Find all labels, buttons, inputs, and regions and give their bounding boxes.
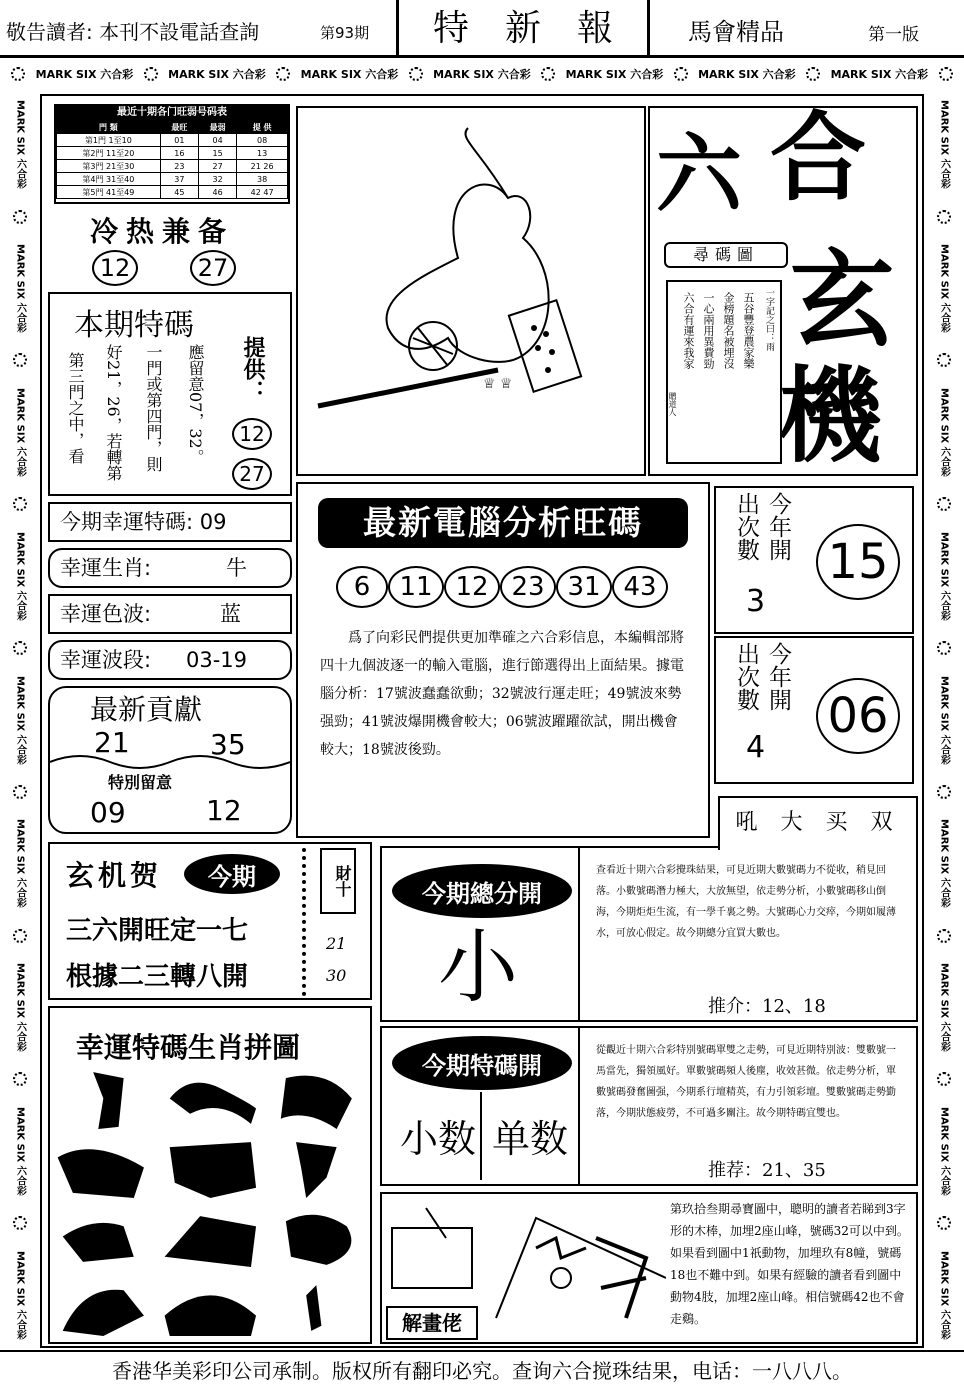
brand-label: MARK SIX 六合彩 xyxy=(938,531,950,621)
computer-numbers xyxy=(336,566,668,608)
special-num: 12 xyxy=(232,418,272,450)
lucky-number-label: 今期幸運特碼: xyxy=(60,510,194,534)
table-row: 第1門 1至10 01 04 08 xyxy=(57,134,288,147)
brand-label: MARK SIX 六合彩 xyxy=(938,1106,950,1196)
spec-label: 今期特碼開 xyxy=(392,1036,572,1090)
scroll-line: 一字記之曰：雨 xyxy=(764,288,774,351)
dotted-divider xyxy=(302,848,306,996)
lucky-range-label: 幸運波段: xyxy=(60,648,152,672)
appear-label: 出次數 xyxy=(733,642,759,711)
lucky-range-value: 03-19 xyxy=(186,648,248,672)
greeting-highlight: 今期 xyxy=(184,854,280,894)
side-label: 財十 xyxy=(320,848,356,914)
special-title: 本期特碼 xyxy=(74,308,194,343)
poem-scroll xyxy=(666,280,782,464)
lucky-zodiac-row xyxy=(48,548,292,588)
flower-icon xyxy=(937,353,951,367)
flower-icon xyxy=(937,210,951,224)
brand-label: MARK SIX 六合彩 xyxy=(14,1250,26,1340)
table-header: 最弱 xyxy=(198,121,236,134)
appear-count: 3 xyxy=(746,584,766,619)
greeting-line: 三六開旺定一七 xyxy=(66,916,249,946)
puzzle-tile xyxy=(52,1068,155,1133)
computer-num: 11 xyxy=(388,566,444,608)
brand-label: MARK SIX 六合彩 xyxy=(14,819,26,909)
table-row: 第3門 21至30 23 27 21 26 xyxy=(57,160,288,173)
appear-label: 今年開 xyxy=(765,642,791,711)
flower-icon xyxy=(937,929,951,943)
brand-label: MARK SIX 六合彩 xyxy=(14,1106,26,1196)
table-row: 第4門 31至40 37 32 38 xyxy=(57,173,288,186)
lucky-number-value: 09 xyxy=(199,510,227,534)
table-row: 第2門 11至20 16 15 13 xyxy=(57,147,288,160)
appear-num: 15 xyxy=(816,524,900,600)
computer-num: 43 xyxy=(612,566,668,608)
xuanji-char: 玄 xyxy=(790,238,895,361)
computer-num: 12 xyxy=(444,566,500,608)
appear-num: 06 xyxy=(816,678,900,754)
puzzle-tile xyxy=(52,1137,155,1202)
total-pick-box xyxy=(380,810,918,1022)
special-text-col2: 好21，26，若轉第 xyxy=(104,344,123,481)
divider xyxy=(480,1092,482,1180)
puzzle-tile xyxy=(265,1137,368,1202)
appear-box-2 xyxy=(714,636,914,784)
greeting-title: 玄机贺 xyxy=(66,859,163,892)
flower-icon xyxy=(11,67,25,81)
brand-label: MARK SIX 六合彩 xyxy=(698,68,796,81)
divider xyxy=(578,848,580,1020)
provide-label: 提供： xyxy=(240,336,266,402)
scroll-line: 一心兩用異費勁 xyxy=(702,292,715,369)
flower-icon xyxy=(144,67,158,81)
svg-text:♕ ♕: ♕ ♕ xyxy=(483,376,513,392)
puzzle-title: 幸運特碼生肖拼圖 xyxy=(76,1031,301,1064)
spec-recommend: 推荐：21、35 xyxy=(708,1160,826,1181)
puzzle-tile xyxy=(159,1206,262,1271)
special-text-col4: 應留意07，32。 xyxy=(186,344,205,465)
contribution-box xyxy=(48,686,292,834)
brand-label: MARK SIX 六合彩 xyxy=(14,244,26,333)
flower-icon xyxy=(937,1216,951,1230)
puzzle-tile xyxy=(159,1137,262,1202)
seek-code-banner: 尋碼圖 xyxy=(664,242,788,268)
zodiac-puzzle-box xyxy=(48,1006,372,1344)
puzzle-tile xyxy=(52,1206,155,1271)
puzzle-tile xyxy=(265,1068,368,1133)
puzzle-tile xyxy=(52,1275,155,1340)
xuanji-char: 六 xyxy=(656,124,742,225)
puzzle-tile xyxy=(159,1068,262,1133)
xuanji-char: 合 xyxy=(770,101,866,214)
lucky-number-row xyxy=(48,502,292,542)
brand-label: MARK SIX 六合彩 xyxy=(938,675,950,765)
special-pick-box xyxy=(380,1026,918,1186)
brand-label: MARK SIX 六合彩 xyxy=(938,1250,950,1340)
appear-label: 出次數 xyxy=(733,492,759,561)
issue-number: 第93期 xyxy=(320,24,370,42)
flower-icon xyxy=(13,929,27,943)
notice: 敬告讀者: 本刊不設電話查詢 xyxy=(6,20,260,44)
painting-text: 第玖拾叁期尋寶圖中，聰明的讀者若睇到3字形的木棒，加埋2座山峰，號碼32可以中到。如果看到圖中1祇動物，加埋玖有8幢，號碼18也不難中到。如果有經驗的讀者看到圖中動物4肢，加埋2座山峰。相信號碼42也不會走鷄。 xyxy=(670,1202,909,1326)
subtitle: 馬會精品 xyxy=(688,18,784,46)
computer-title: 最新電腦分析旺碼 xyxy=(318,498,688,548)
appear-count: 4 xyxy=(746,730,766,765)
brand-label: MARK SIX 六合彩 xyxy=(168,68,266,81)
lucky-color-label: 幸運色波: xyxy=(60,602,152,626)
brand-label: MARK SIX 六合彩 xyxy=(14,387,26,477)
footer-note: 香港华美彩印公司承制。版权所有翻印必究。查询六合搅珠结果，电话：一八八八。 xyxy=(0,1350,964,1388)
cat-ball-illustration xyxy=(298,108,644,474)
painting-label: 解畫佬 xyxy=(386,1306,478,1340)
brand-label: MARK SIX 六合彩 xyxy=(938,819,950,909)
right-brand-strip xyxy=(930,90,958,1350)
contribution-num2: 12 xyxy=(206,794,242,827)
lucky-zodiac-value: 牛 xyxy=(226,556,247,580)
flower-icon xyxy=(674,67,688,81)
scroll-line: 六合有運來我家 xyxy=(682,292,695,369)
xuanji-greeting-box xyxy=(48,842,372,1000)
spec-value: 单数 xyxy=(492,1117,569,1161)
special-text-col1: 第三門之中，看 xyxy=(66,352,85,464)
flower-icon xyxy=(937,641,951,655)
coldhot-title: 冷热兼备 xyxy=(90,215,235,248)
masthead xyxy=(0,0,964,58)
table-header: 門 類 xyxy=(57,121,161,134)
xuanji-char: 機 xyxy=(778,354,883,477)
divider xyxy=(578,1028,580,1184)
brand-label: MARK SIX 六合彩 xyxy=(938,100,950,190)
computer-text: 爲了向彩民們提供更加準確之六合彩信息，本編輯部將四十九個波逐一的輸入電腦，進行節選得出上面結果。據電腦分析：17號波蠢蠢欲動；32號波行運走旺；49號波來勢强勁；41號波爆開機會較大；06號波躍躍欲試，開出機會較大；18號波後勁。 xyxy=(320,630,684,758)
contribution-num2: 09 xyxy=(90,796,126,829)
contribution-title: 最新貢獻 xyxy=(90,693,203,726)
lucky-color-value: 蓝 xyxy=(220,602,241,626)
puzzle-picture xyxy=(296,106,646,476)
brand-label: MARK SIX 六合彩 xyxy=(14,100,26,190)
scroll-line: 五谷豐登農家樂 xyxy=(742,292,755,369)
scroll-author: 贈道人 xyxy=(668,392,677,416)
flower-icon xyxy=(13,353,27,367)
table-header: 提 供 xyxy=(237,121,288,134)
brand-label: MARK SIX 六合彩 xyxy=(938,387,950,477)
special-num: 27 xyxy=(232,458,272,490)
coldhot-num: 12 xyxy=(92,250,138,286)
cry-banner: 吼 大 买 双 xyxy=(718,796,918,850)
table-row: 第5門 41至49 45 46 42 47 xyxy=(57,186,288,199)
lucky-zodiac-label: 幸運生肖: xyxy=(60,556,152,580)
special-text-col3: 一門或第四門，則 xyxy=(144,344,163,472)
special-code-box xyxy=(48,292,292,496)
flower-icon xyxy=(13,641,27,655)
special-note: 特別留意 xyxy=(108,773,173,792)
side-num: 21 xyxy=(326,934,347,953)
side-num: 30 xyxy=(326,966,347,985)
flower-icon xyxy=(806,67,820,81)
stats-table xyxy=(56,120,288,199)
flower-icon xyxy=(937,497,951,511)
flower-icon xyxy=(939,67,953,81)
flower-icon xyxy=(13,497,27,511)
lucky-color-row xyxy=(48,594,292,634)
coldhot-num: 27 xyxy=(190,250,236,286)
appear-box-1 xyxy=(714,486,914,634)
left-brand-strip xyxy=(6,90,34,1350)
top-brand-strip xyxy=(6,60,958,88)
flower-icon xyxy=(13,1072,27,1086)
brand-label: MARK SIX 六合彩 xyxy=(14,531,26,621)
brand-label: MARK SIX 六合彩 xyxy=(938,244,950,333)
puzzle-tile xyxy=(265,1275,368,1340)
edition: 第一版 xyxy=(868,25,919,45)
contribution-num: 21 xyxy=(94,726,130,759)
scroll-line: 金榜題名被埋沒 xyxy=(722,292,735,369)
flower-icon xyxy=(937,1072,951,1086)
table-title: 最近十期各门旺弱号码表 xyxy=(56,106,288,120)
total-value: 小 xyxy=(438,921,518,1014)
lucky-range-row xyxy=(48,640,292,680)
contribution-num: 35 xyxy=(210,728,246,761)
puzzle-grid xyxy=(52,1068,368,1340)
total-text: 查看近十期六合彩攪珠結果，可見近期大數號碼力不從收，稍見回落。小數號碼潛力極大，大放無望，依走勢分析，小數號碼移山倒海，今期炬炬生流，有一學千裏之勢。大號碼心力交瘁，今期如履薄水，可放心假定。故今期總分宜買大數也。 xyxy=(596,865,896,939)
brand-label: MARK SIX 六合彩 xyxy=(830,68,929,81)
painting-box xyxy=(380,1192,918,1344)
domino-tile-icon xyxy=(509,300,581,392)
brand-label: MARK SIX 六合彩 xyxy=(565,68,664,81)
spec-text: 從觀近十期六合彩特別號碼單雙之走勢，可見近期特別波：雙數號一馬當先，獨領風好。單數號碼頻人後塵，收效甚微。依走勢分析，單數號碼發奮圖强，今期系行壇精英，有力引領彩壇。雙數號碼走勢勤落，今期狀態疲勞，不可過多關注。故今期特碼宜雙也。 xyxy=(596,1045,896,1119)
computer-analysis-box xyxy=(296,482,710,838)
brand-label: MARK SIX 六合彩 xyxy=(433,68,531,81)
total-label: 今期總分開 xyxy=(392,864,572,918)
total-recommend: 推介：12、18 xyxy=(708,996,826,1017)
flower-icon xyxy=(13,785,27,799)
puzzle-tile xyxy=(265,1206,368,1271)
greeting-line: 根據二三轉八開 xyxy=(66,962,249,992)
computer-num: 6 xyxy=(336,566,388,608)
brand-label: MARK SIX 六合彩 xyxy=(14,963,26,1052)
flower-icon xyxy=(541,67,555,81)
newspaper-title: 特 新 報 xyxy=(396,0,650,58)
hot-cold-table xyxy=(54,104,290,204)
brand-label: MARK SIX 六合彩 xyxy=(938,963,950,1052)
flower-icon xyxy=(937,785,951,799)
brand-label: MARK SIX 六合彩 xyxy=(35,68,134,81)
computer-num: 23 xyxy=(500,566,556,608)
brand-label: MARK SIX 六合彩 xyxy=(14,675,26,765)
spec-value: 小数 xyxy=(400,1117,477,1161)
flower-icon xyxy=(13,1216,27,1230)
brand-label: MARK SIX 六合彩 xyxy=(300,68,399,81)
xuanji-box xyxy=(648,101,918,477)
flower-icon xyxy=(13,210,27,224)
table-header: 最旺 xyxy=(160,121,198,134)
flower-icon xyxy=(276,67,290,81)
computer-num: 31 xyxy=(556,566,612,608)
appear-label: 今年開 xyxy=(765,492,791,561)
puzzle-tile xyxy=(159,1275,262,1340)
flower-icon xyxy=(409,67,423,81)
